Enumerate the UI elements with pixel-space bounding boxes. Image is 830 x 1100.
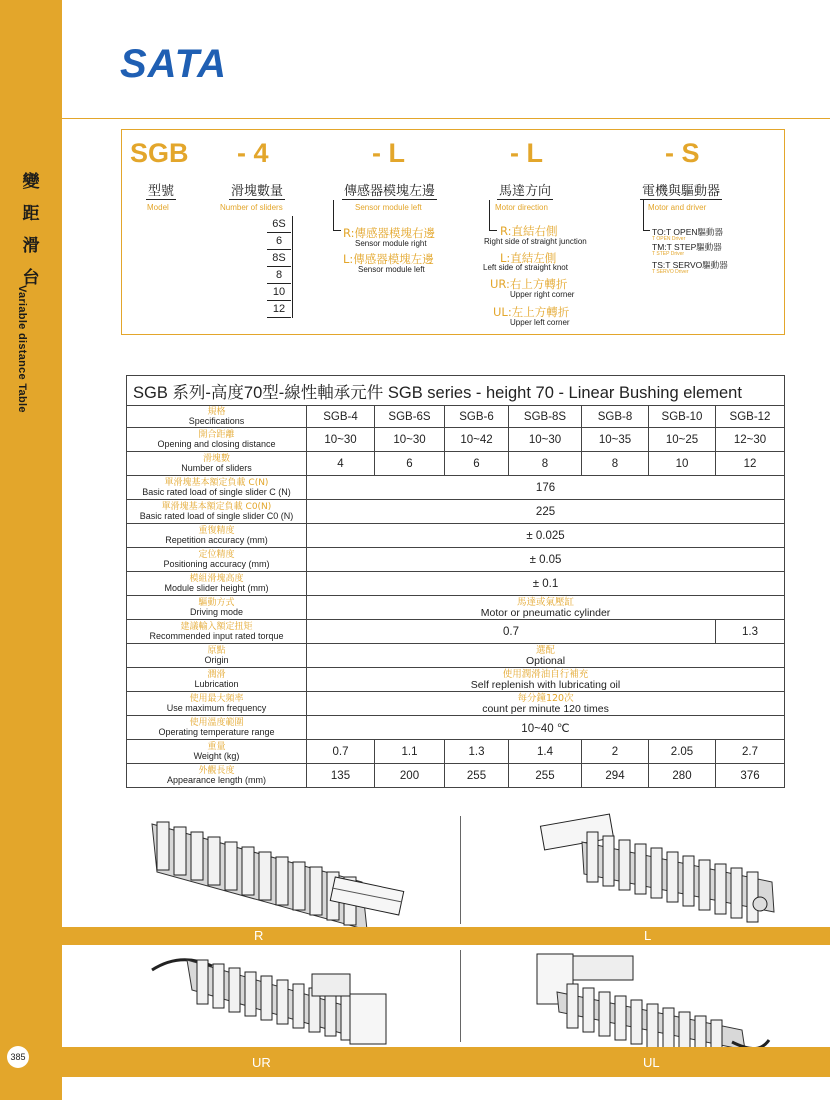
table-cell: 200 <box>375 764 445 788</box>
product-image-r <box>152 822 404 930</box>
row-label-lubrication: 潤滑 Lubrication <box>127 668 307 692</box>
side-title-cn <box>16 166 46 294</box>
label-band-top <box>62 927 830 945</box>
driver-option-servo-sub: T SERVO Driver <box>652 269 689 275</box>
row-label-spec: 規格 Specifications <box>127 406 307 428</box>
row-label-load-c: 單滑塊基本額定負載 C(N) Basic rated load of single slider C (N) <box>127 476 307 500</box>
slider-options-line <box>292 216 293 318</box>
side-char: 台 <box>22 268 40 288</box>
header-rule <box>62 118 830 119</box>
table-cell: 255 <box>445 764 509 788</box>
table-cell: 使用潤滑油自行補充 Self replenish with lubricating oil <box>307 668 785 692</box>
code-segment: SGB <box>130 138 189 168</box>
model-header: SGB-6 <box>445 406 509 428</box>
caption-model: 型號 <box>146 180 176 200</box>
code-segment: - L <box>510 138 543 168</box>
label-band-bottom <box>62 1047 830 1077</box>
row-label-driving: 驅動方式 Driving mode <box>127 596 307 620</box>
row-label-length: 外觀長度 Appearance length (mm) <box>127 764 307 788</box>
label-ur: UR <box>252 1055 271 1070</box>
row-label-torque: 建議輸入額定扭矩 Recommended input rated torque <box>127 620 307 644</box>
table-cell: 1.1 <box>375 740 445 764</box>
caption-sliders-en: Number of sliders <box>220 203 283 212</box>
table-cell: 0.7 <box>307 620 716 644</box>
motor-option-r-en: Right side of straight junction <box>484 237 587 246</box>
table-cell: 10~25 <box>649 428 716 452</box>
caption-model-en: Model <box>147 203 169 212</box>
motor-option-ur: UR:右上方轉折 <box>490 277 568 291</box>
row-label-sliders: 滑塊數 Number of sliders <box>127 452 307 476</box>
slider-option: 6 <box>267 233 291 250</box>
motor-option-l-en: Left side of straight knot <box>483 263 568 272</box>
label-l: L <box>644 928 652 943</box>
row-label-positioning: 定位精度 Positioning accuracy (mm) <box>127 548 307 572</box>
code-segment: - L <box>372 138 405 168</box>
row-label-load-c0: 單滑塊基本額定負載 C0(N) Basic rated load of single slider C0 (N) <box>127 500 307 524</box>
table-cell: 225 <box>307 500 785 524</box>
caption-sensor: 傳感器模塊左邊 <box>342 180 437 200</box>
motor-option-l: L:直結左側 <box>500 251 557 265</box>
table-cell: 294 <box>582 764 649 788</box>
sensor-option-left-en: Sensor module left <box>358 265 425 274</box>
label-r: R <box>254 928 264 943</box>
model-header: SGB-8 <box>582 406 649 428</box>
table-cell: 12~30 <box>716 428 785 452</box>
slider-options <box>267 216 291 318</box>
table-cell: 12 <box>716 452 785 476</box>
table-cell: 176 <box>307 476 785 500</box>
driver-option-servo: TS:T SERVO驅動器 <box>652 260 728 270</box>
label-ul: UL <box>643 1055 660 1070</box>
table-cell: 每分鐘120次 count per minute 120 times <box>307 692 785 716</box>
table-cell: 1.3 <box>716 620 785 644</box>
motor-option-ul-en: Upper left corner <box>510 318 570 327</box>
slider-option: 12 <box>267 301 291 318</box>
model-header: SGB-4 <box>307 406 375 428</box>
motor-option-ur-en: Upper right corner <box>510 290 575 299</box>
side-char: 變 <box>22 172 40 192</box>
sata-logo: SATA <box>120 42 227 86</box>
caption-motor-driver: 電機與驅動器 <box>640 180 722 200</box>
model-header: SGB-10 <box>649 406 716 428</box>
sensor-bracket <box>333 200 341 231</box>
table-title <box>127 376 785 406</box>
table-cell: 選配 Optional <box>307 644 785 668</box>
table-cell: 10~35 <box>582 428 649 452</box>
side-char: 距 <box>22 204 40 224</box>
row-label-weight: 重量 Weight (kg) <box>127 740 307 764</box>
code-segment: - 4 <box>237 138 269 168</box>
table-cell: 10~30 <box>307 428 375 452</box>
row-label-origin: 原點 Origin <box>127 644 307 668</box>
driver-option-open-sub: T OPEN Driver <box>652 236 686 242</box>
table-cell: 10~40 ℃ <box>307 716 785 740</box>
product-image-l <box>540 814 774 922</box>
slider-option: 8 <box>267 267 291 284</box>
table-cell: 10~42 <box>445 428 509 452</box>
table-cell: 0.7 <box>307 740 375 764</box>
table-cell: 6 <box>375 452 445 476</box>
side-title-en: Variable distance Table <box>16 285 28 413</box>
model-header: SGB-6S <box>375 406 445 428</box>
row-label-frequency: 使用最大頻率 Use maximum frequency <box>127 692 307 716</box>
table-cell: 2 <box>582 740 649 764</box>
slider-option: 6S <box>267 216 291 233</box>
table-cell: ± 0.1 <box>307 572 785 596</box>
table-cell: 馬達或氣壓缸 Motor or pneumatic cylinder <box>307 596 785 620</box>
table-cell: 10~30 <box>375 428 445 452</box>
side-char: 滑 <box>22 236 40 256</box>
model-code-box <box>121 129 785 335</box>
table-cell: ± 0.05 <box>307 548 785 572</box>
page-number: 385 <box>7 1046 29 1068</box>
table-cell: 10~30 <box>509 428 582 452</box>
table-cell: 135 <box>307 764 375 788</box>
table-cell: 4 <box>307 452 375 476</box>
motor-option-r: R:直結右側 <box>500 224 558 238</box>
table-cell: ± 0.025 <box>307 524 785 548</box>
table-title-cn: SGB 系列-高度70型-線性軸承元件 <box>133 383 384 402</box>
table-cell: 280 <box>649 764 716 788</box>
sensor-option-right: R:傳感器模塊右邊 <box>343 226 436 240</box>
table-cell: 255 <box>509 764 582 788</box>
product-image-ur <box>152 960 386 1044</box>
model-header: SGB-12 <box>716 406 785 428</box>
caption-sensor-en: Sensor module left <box>355 203 422 212</box>
driver-bracket <box>643 200 650 231</box>
caption-motor-direction-en: Motor direction <box>495 203 548 212</box>
row-label-temperature: 使用溫度範圍 Operating temperature range <box>127 716 307 740</box>
table-cell: 1.4 <box>509 740 582 764</box>
caption-motor-driver-en: Motor and driver <box>648 203 707 212</box>
table-cell: 8 <box>582 452 649 476</box>
table-cell: 1.3 <box>445 740 509 764</box>
table-cell: 2.7 <box>716 740 785 764</box>
table-cell: 6 <box>445 452 509 476</box>
driver-option-step-sub: T STEP Driver <box>652 251 685 257</box>
row-label-opening: 開合距離 Opening and closing distance <box>127 428 307 452</box>
row-label-repetition: 重復精度 Repetition accuracy (mm) <box>127 524 307 548</box>
caption-sliders: 滑塊數量 <box>229 180 285 200</box>
motor-bracket <box>489 200 497 231</box>
caption-motor-direction: 馬達方向 <box>497 180 553 200</box>
spec-table <box>126 375 785 788</box>
side-bar <box>0 0 62 1100</box>
table-cell: 2.05 <box>649 740 716 764</box>
slider-option: 8S <box>267 250 291 267</box>
driver-option-open: TO:T OPEN驅動器 <box>652 227 724 237</box>
table-cell: 376 <box>716 764 785 788</box>
table-cell: 10 <box>649 452 716 476</box>
code-segment: - S <box>665 138 700 168</box>
motor-option-ul: UL:左上方轉折 <box>493 305 570 319</box>
sensor-option-left: L:傳感器模塊左邊 <box>343 252 434 266</box>
table-cell: 8 <box>509 452 582 476</box>
sensor-option-right-en: Sensor module right <box>355 239 427 248</box>
model-header: SGB-8S <box>509 406 582 428</box>
table-title-en: SGB series - height 70 - Linear Bushing element <box>387 383 742 402</box>
row-label-height: 模組滑塊高度 Module slider height (mm) <box>127 572 307 596</box>
driver-option-step: TM:T STEP驅動器 <box>652 242 722 252</box>
slider-option: 10 <box>267 284 291 301</box>
